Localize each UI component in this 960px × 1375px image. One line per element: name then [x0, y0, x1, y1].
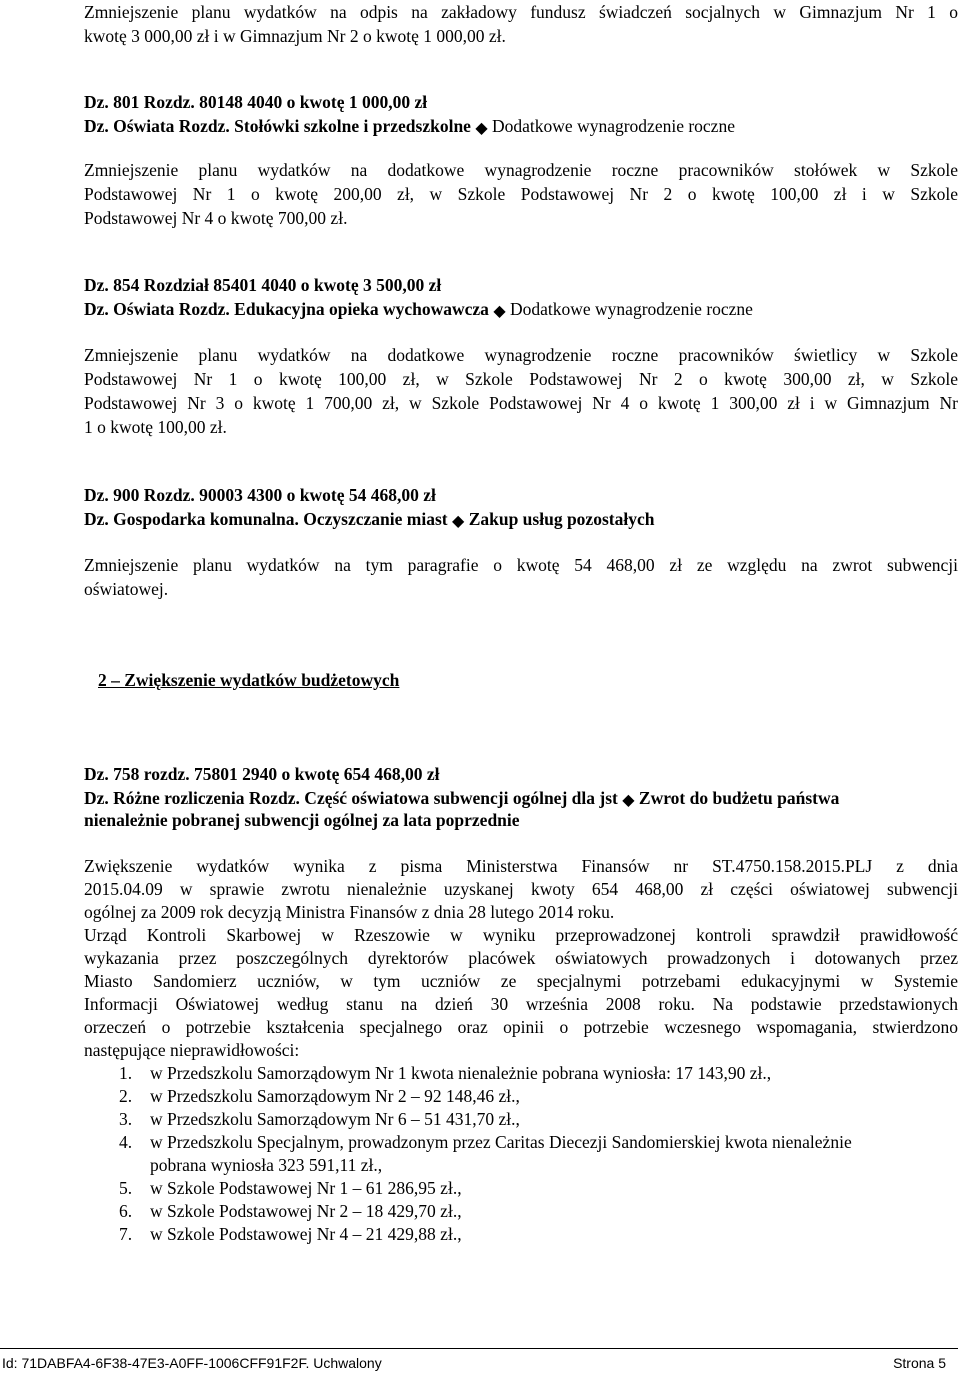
section-label-title: Zwrot do budżetu państwa [638, 788, 840, 808]
page-footer [0, 1354, 960, 1372]
section-subheading [84, 116, 958, 138]
paragraph-line: Zmniejszenie planu wydatków na odpis na zakładowy fundusz świadczeń socjalnych w Gimnazjum Nr 1 o [84, 2, 958, 22]
paragraph-line: Zmniejszenie planu wydatków na tym paragrafie o kwotę 54 468,00 zł ze względu na zwrot subwencji [84, 555, 958, 575]
section-subheading [84, 299, 958, 321]
section-label-title: Zakup usług pozostałych [468, 509, 655, 529]
paragraph-line: ogólnej za 2009 rok decyzją Ministra Finansów z dnia 28 lutego 2014 roku. [84, 902, 615, 922]
section-label-title: Dodatkowe wynagrodzenie roczne [510, 299, 753, 319]
list-item-text: w Przedszkolu Samorządowym Nr 1 kwota nienależnie pobrana wyniosła: 17 143,90 zł., [150, 1063, 772, 1083]
paragraph-line: Zwiększenie wydatków wynika z pisma Ministerstwa Finansów nr ST.4750.158.2015.PLJ z dnia [84, 856, 958, 876]
section-label: Dz. Różne rozliczenia Rozdz. Część oświatowa subwencji ogólnej dla jst [84, 788, 618, 808]
list-item-text: w Przedszkolu Specjalnym, prowadzonym przez Caritas Diecezji Sandomierskiej kwota nienależnie [150, 1132, 852, 1152]
paragraph-line: Podstawowej Nr 4 o kwotę 700,00 zł. [84, 208, 348, 228]
diamond-icon: ◆ [622, 792, 635, 809]
list-item-text: w Szkole Podstawowej Nr 4 – 21 429,88 zł., [150, 1224, 462, 1244]
section-label: Dz. Oświata Rozdz. Stołówki szkolne i przedszkolne [84, 116, 471, 136]
section-subheading-cont: nienależnie pobranej subwencji ogólnej za lata poprzednie [84, 810, 520, 830]
paragraph-line: oświatowej. [84, 579, 169, 599]
section-subheading [84, 509, 958, 531]
document-id: Id: 71DABFA4-6F38-47E3-A0FF-1006CFF91F2F. Uchwalony [2, 1355, 382, 1371]
list-item-text: w Przedszkolu Samorządowym Nr 2 – 92 148,46 zł., [150, 1086, 520, 1106]
section-heading: Dz. 854 Rozdział 85401 4040 o kwotę 3 500,00 zł [84, 275, 442, 295]
list-item-text: w Przedszkolu Samorządowym Nr 6 – 51 431,70 zł., [150, 1109, 520, 1129]
paragraph-line: Podstawowej Nr 1 o kwotę 200,00 zł, w Szkole Podstawowej Nr 2 o kwotę 100,00 zł i w Szkole [84, 184, 958, 204]
paragraph-line: Zmniejszenie planu wydatków na dodatkowe wynagrodzenie roczne pracowników świetlicy w Szkole [84, 345, 958, 365]
paragraph-line: Urząd Kontroli Skarbowej w Rzeszowie w wyniku przeprowadzonej kontroli sprawdził prawidłowość [84, 925, 958, 945]
section-label: Dz. Gospodarka komunalna. Oczyszczanie miast [84, 509, 448, 529]
list-item-text: w Szkole Podstawowej Nr 2 – 18 429,70 zł., [150, 1201, 462, 1221]
list-item-number: 5. [119, 1178, 133, 1198]
paragraph-line: Informacji Oświatowej według stanu na dzień 30 września 2008 roku. Na podstawie przedstawionych [84, 994, 958, 1014]
section-heading: Dz. 801 Rozdz. 80148 4040 o kwotę 1 000,00 zł [84, 92, 428, 112]
diamond-icon: ◆ [452, 513, 465, 530]
section-heading: Dz. 900 Rozdz. 90003 4300 o kwotę 54 468,00 zł [84, 485, 436, 505]
list-item-text: pobrana wyniosła 323 591,11 zł., [150, 1155, 383, 1175]
diamond-icon: ◆ [475, 120, 488, 137]
list-item-number: 2. [119, 1086, 133, 1106]
section-heading: Dz. 758 rozdz. 75801 2940 o kwotę 654 468,00 zł [84, 764, 440, 784]
list-item-number: 3. [119, 1109, 133, 1129]
paragraph-line: 1 o kwotę 100,00 zł. [84, 417, 227, 437]
paragraph-line: orzeczeń o potrzebie kształcenia specjalnego oraz opinii o potrzebie wczesnego wspomagania, stwierdzono [84, 1017, 958, 1037]
list-item-number: 7. [119, 1224, 133, 1244]
paragraph-line: następujące nieprawidłowości: [84, 1040, 300, 1060]
section-label-title: Dodatkowe wynagrodzenie roczne [492, 116, 735, 136]
list-item-number: 1. [119, 1063, 133, 1083]
paragraph-line: 2015.04.09 w sprawie zwrotu nienależnie uzyskanej kwoty 654 468,00 zł części oświatowej subwencji [84, 879, 958, 899]
list-item-number: 6. [119, 1201, 133, 1221]
section-2-heading: 2 – Zwiększenie wydatków budżetowych [98, 670, 400, 690]
section-subheading [84, 788, 958, 810]
paragraph-line: Zmniejszenie planu wydatków na dodatkowe wynagrodzenie roczne pracowników stołówek w Szkole [84, 160, 958, 180]
page-number: Strona 5 [893, 1355, 946, 1371]
paragraph-line: Miasto Sandomierz uczniów, w tym uczniów ze specjalnymi potrzebami edukacyjnymi w Systemie [84, 971, 958, 991]
paragraph-line: Podstawowej Nr 1 o kwotę 100,00 zł, w Szkole Podstawowej Nr 2 o kwotę 300,00 zł, w Szkole [84, 369, 958, 389]
footer-divider [0, 1348, 958, 1349]
list-item-text: w Szkole Podstawowej Nr 1 – 61 286,95 zł., [150, 1178, 462, 1198]
paragraph-line: Podstawowej Nr 3 o kwotę 1 700,00 zł, w Szkole Podstawowej Nr 4 o kwotę 1 300,00 zł i w Gimnazjum Nr [84, 393, 958, 413]
paragraph-line: wykazania przez poszczególnych dyrektorów placówek oświatowych prowadzonych i dotowanych przez [84, 948, 958, 968]
diamond-icon: ◆ [493, 303, 506, 320]
section-label: Dz. Oświata Rozdz. Edukacyjna opieka wychowawcza [84, 299, 489, 319]
list-item-number: 4. [119, 1132, 133, 1152]
paragraph-line: kwotę 3 000,00 zł i w Gimnazjum Nr 2 o kwotę 1 000,00 zł. [84, 26, 506, 46]
